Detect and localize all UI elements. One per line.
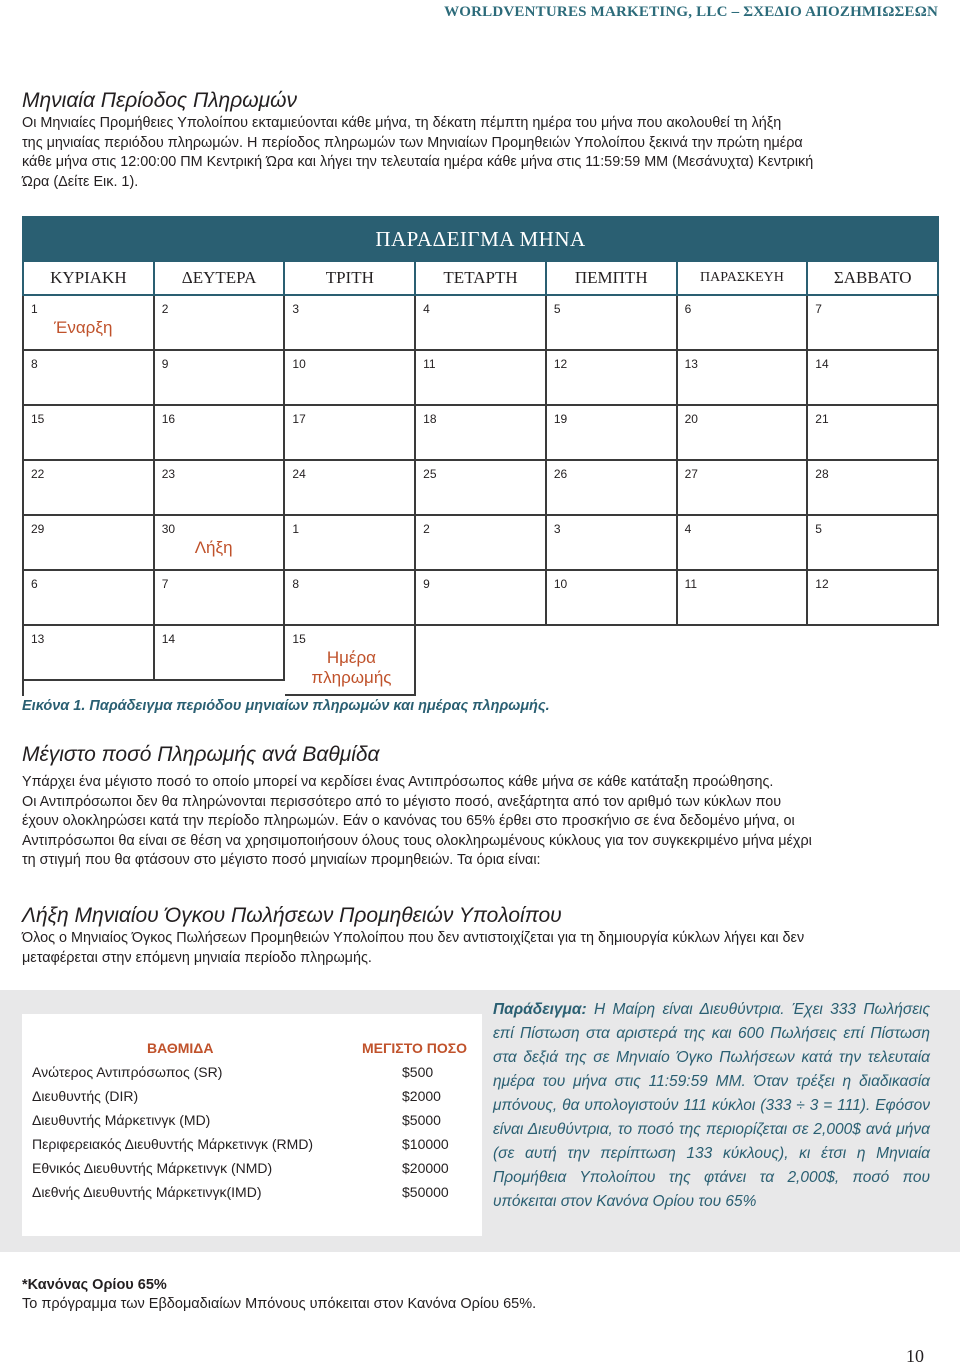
day-number: 9 bbox=[423, 577, 430, 591]
calendar-cell bbox=[285, 516, 416, 571]
day-number: 7 bbox=[815, 302, 822, 316]
calendar-cell bbox=[547, 351, 678, 406]
day-number: 12 bbox=[815, 577, 829, 591]
calendar-cell bbox=[678, 461, 809, 516]
calendar-cell bbox=[416, 571, 547, 626]
day-number: 23 bbox=[161, 467, 176, 481]
start-label: Έναρξη bbox=[54, 318, 113, 337]
weekday-monday: ΔΕΥΤΕΡΑ bbox=[155, 262, 286, 294]
day-number: 24 bbox=[292, 467, 306, 481]
tier-value: $500 bbox=[402, 1064, 434, 1080]
day-number: 6 bbox=[31, 577, 38, 591]
pay-day-label bbox=[311, 648, 391, 688]
tier-name: Εθνικός Διευθυντής Μάρκετινγκ (NMD) bbox=[32, 1160, 273, 1176]
calendar-cell bbox=[416, 461, 547, 516]
section-body-volume-expiry bbox=[22, 929, 940, 968]
calendar-cell bbox=[155, 406, 286, 461]
calendar-blank bbox=[416, 626, 547, 681]
section-title-volume-expiry: Λήξη Μηνιαίου Όγκου Πωλήσεων Προμηθειών Υπολοίπου bbox=[22, 904, 562, 927]
section-title-max-payout: Μέγιστο ποσό Πληρωμής ανά Βαθμίδα bbox=[22, 743, 380, 766]
calendar-cell bbox=[155, 516, 286, 571]
day-number: 12 bbox=[553, 357, 568, 371]
text-line: Ώρα (Δείτε Εικ. 1). bbox=[22, 173, 139, 190]
calendar-cell bbox=[808, 516, 939, 571]
day-number: 18 bbox=[423, 412, 437, 426]
day-number: 1 bbox=[31, 302, 38, 316]
day-number: 13 bbox=[31, 632, 45, 646]
day-number: 15 bbox=[292, 632, 306, 646]
day-number: 7 bbox=[161, 577, 169, 591]
tier-name: Περιφερειακός Διευθυντής Μάρκετινγκ (RMD) bbox=[32, 1136, 314, 1152]
calendar-cell bbox=[285, 626, 416, 696]
calendar-cell bbox=[678, 516, 809, 571]
calendar-cell bbox=[678, 406, 809, 461]
weekday-thursday: ΠΕΜΠΤΗ bbox=[547, 262, 678, 294]
day-number: 4 bbox=[684, 522, 692, 536]
calendar-cell bbox=[416, 516, 547, 571]
text-line: κάθε μήνα στις 12:00:00 ΠΜ Κεντρική Ώρα και λήγει την τελευταία ημέρα κάθε μήνα στις 11:59:59 ΜΜ (Μεσάνυχτα) Κεντρική bbox=[22, 154, 814, 171]
text-line: Οι Αντιπρόσωποι δεν θα πληρώνονται περισσότερο από το μέγιστο ποσό, ανεξάρτητα από τον αριθμό των κύκλων που bbox=[22, 793, 782, 810]
calendar-cell bbox=[285, 571, 416, 626]
day-number: 25 bbox=[423, 467, 437, 481]
tier-row bbox=[32, 1112, 472, 1136]
calendar-cell bbox=[285, 351, 416, 406]
day-number: 14 bbox=[815, 357, 829, 371]
calendar-cell bbox=[416, 296, 547, 351]
calendar-cell bbox=[155, 626, 286, 681]
tier-limits-table bbox=[22, 1014, 482, 1236]
day-number: 3 bbox=[553, 522, 561, 536]
day-number: 3 bbox=[292, 302, 300, 316]
calendar-cell bbox=[808, 406, 939, 461]
pay-day-label-line: πληρωμής bbox=[311, 668, 392, 687]
tier-value: $50000 bbox=[402, 1184, 449, 1200]
footnote-text: Το πρόγραμμα των Εβδομαδιαίων Μπόνους υπόκειται στον Κανόνα Ορίου 65%. bbox=[22, 1296, 537, 1312]
calendar-cell bbox=[155, 571, 286, 626]
calendar-cell bbox=[24, 461, 155, 516]
day-number: 22 bbox=[31, 467, 45, 481]
end-label: Λήξη bbox=[194, 538, 233, 557]
calendar-cell bbox=[547, 461, 678, 516]
weekday-saturday: ΣΑΒΒΑΤΟ bbox=[833, 268, 912, 287]
day-number: 27 bbox=[684, 467, 698, 481]
day-number: 8 bbox=[292, 577, 300, 591]
day-number: 6 bbox=[684, 302, 692, 316]
figure-caption: Εικόνα 1. Παράδειγμα περιόδου μηνιαίων πληρωμών και ημέρας πληρωμής. bbox=[22, 698, 550, 714]
header-title: WORLDVENTURES MARKETING, LLC – ΣΧΕΔΙΟ ΑΠΟΖΗΜΙΩΣΕΩΝ bbox=[444, 4, 938, 20]
tier-name: Ανώτερος Αντιπρόσωπος (SR) bbox=[32, 1064, 223, 1080]
calendar-cell bbox=[547, 296, 678, 351]
day-number: 1 bbox=[292, 522, 300, 536]
calendar-cell bbox=[155, 351, 286, 406]
day-number: 11 bbox=[684, 577, 698, 591]
calendar-cell bbox=[416, 351, 547, 406]
weekday-friday: ΠΑΡΑΣΚΕΥΗ bbox=[678, 262, 809, 294]
calendar-cell bbox=[808, 296, 939, 351]
calendar-cell bbox=[24, 296, 155, 351]
tier-name: Διεθνής Διευθυντής Μάρκετινγκ(IMD) bbox=[32, 1184, 262, 1200]
weekday-wednesday: ΤΕΤΑΡΤΗ bbox=[416, 262, 547, 294]
calendar-cell bbox=[24, 571, 155, 626]
tier-name: Διευθυντής (DIR) bbox=[32, 1088, 139, 1104]
calendar-blank bbox=[808, 626, 939, 681]
calendar-cell bbox=[547, 571, 678, 626]
day-number: 29 bbox=[31, 522, 45, 536]
tier-row bbox=[32, 1160, 472, 1184]
day-number: 9 bbox=[161, 357, 169, 371]
calendar-cell bbox=[547, 516, 678, 571]
example-text bbox=[493, 998, 930, 1214]
day-number: 20 bbox=[684, 412, 698, 426]
weekday-sunday: ΚΥΡΙΑΚΗ bbox=[24, 262, 155, 294]
day-number: 5 bbox=[815, 522, 822, 536]
calendar-cell bbox=[24, 626, 155, 681]
day-number: 4 bbox=[423, 302, 430, 316]
tier-row bbox=[32, 1064, 472, 1088]
example-label: Παράδειγμα: bbox=[493, 1001, 587, 1018]
tier-value: $2000 bbox=[402, 1088, 441, 1104]
day-number: 2 bbox=[423, 522, 430, 536]
tier-value: $20000 bbox=[402, 1160, 449, 1176]
calendar-cell bbox=[678, 351, 809, 406]
calendar-cell bbox=[285, 296, 416, 351]
day-number: 28 bbox=[815, 467, 829, 481]
day-number: 30 bbox=[161, 522, 176, 536]
day-number: 5 bbox=[553, 302, 561, 316]
tier-value: $5000 bbox=[402, 1112, 441, 1128]
day-number: 21 bbox=[815, 412, 829, 426]
calendar-cell bbox=[285, 406, 416, 461]
weekday-tuesday: ΤΡΙΤΗ bbox=[285, 262, 416, 294]
text-line: της μηνιαίας περιόδου πληρωμών. Η περίοδος πληρωμών των Μηνιαίων Προμηθειών Υπολοίπου ξεκινά την πρώτη ημέρα bbox=[22, 134, 803, 151]
calendar-cell bbox=[24, 516, 155, 571]
tier-row bbox=[32, 1184, 472, 1208]
calendar-cell bbox=[155, 296, 286, 351]
day-number: 10 bbox=[553, 577, 568, 591]
day-number: 8 bbox=[31, 357, 38, 371]
calendar-cell bbox=[285, 461, 416, 516]
calendar-cell bbox=[24, 406, 155, 461]
text-line: Υπάρχει ένα μέγιστο ποσό το οποίο μπορεί να κερδίσει ένας Αντιπρόσωπος κάθε μήνα σε κάθε κατάταξη προώθησης. bbox=[22, 774, 774, 790]
day-number: 13 bbox=[684, 357, 698, 371]
calendar-cell bbox=[808, 571, 939, 626]
calendar-cell bbox=[678, 571, 809, 626]
tier-row bbox=[32, 1136, 472, 1160]
calendar-cell bbox=[416, 406, 547, 461]
day-number: 10 bbox=[292, 357, 306, 371]
day-number: 16 bbox=[161, 412, 176, 426]
tier-header-rank: ΒΑΘΜΙΔΑ bbox=[147, 1040, 214, 1056]
calendar-weekdays bbox=[22, 262, 939, 296]
calendar-cell bbox=[155, 461, 286, 516]
section-title-monthly-period: Μηνιαία Περίοδος Πληρωμών bbox=[22, 89, 297, 112]
calendar-cell bbox=[24, 351, 155, 406]
footnote-title: *Κανόνας Ορίου 65% bbox=[22, 1277, 167, 1293]
text-line: μεταφέρεται στην επόμενη μηνιαία περίοδο πληρωμής. bbox=[22, 949, 372, 966]
page-header bbox=[0, 0, 960, 26]
calendar-cell bbox=[808, 351, 939, 406]
calendar-blank bbox=[547, 626, 678, 681]
calendar-grid bbox=[22, 296, 939, 696]
text-line: τη στιγμή που θα φτάσουν στο μέγιστο ποσό μηνιαίων προμηθειών. Τα όρια είναι: bbox=[22, 852, 541, 869]
day-number: 11 bbox=[423, 357, 436, 371]
tier-row bbox=[32, 1088, 472, 1112]
tier-name: Διευθυντής Μάρκετινγκ (MD) bbox=[32, 1112, 211, 1128]
calendar-blank bbox=[678, 626, 809, 681]
text-line: Όλος ο Μηνιαίος Όγκος Πωλήσεων Προμηθειών Υπολοίπου που δεν αντιστοιχίζεται για τη δημιουργία κύκλων λήγει και δεν bbox=[22, 930, 805, 946]
section-body-max-payout bbox=[22, 773, 940, 871]
calendar-cell bbox=[808, 461, 939, 516]
text-line: Αντιπρόσωποι θα είναι σε θέση να χρησιμοποιήσουν όλους τους ολοκληρωμένους κύκλους για τον συγκεκριμένο μήνα μέχρι bbox=[22, 832, 812, 849]
text-line: έχουν ολοκληρώσει κατά την περίοδο πληρωμών. Εάν ο κανόνας του 65% έρθει στο προσκήνιο σε ένα δεδομένο μήνα, οι bbox=[22, 813, 795, 830]
day-number: 14 bbox=[161, 632, 176, 646]
page-number: 10 bbox=[906, 1346, 924, 1366]
text-line: Οι Μηνιαίες Προμήθειες Υπολοίπου εκταμιεύονται κάθε μήνα, τη δέκατη πέμπτη ημέρα του μήνα που ακολουθεί τη λήξη bbox=[22, 115, 782, 131]
calendar-example bbox=[22, 216, 939, 696]
day-number: 19 bbox=[553, 412, 568, 426]
calendar-cell bbox=[678, 296, 809, 351]
day-number: 26 bbox=[553, 467, 568, 481]
day-number: 2 bbox=[161, 302, 169, 316]
day-number: 15 bbox=[31, 412, 45, 426]
section-body-monthly-period bbox=[22, 114, 940, 192]
tier-value: $10000 bbox=[402, 1136, 449, 1152]
calendar-title: ΠΑΡΑΔΕΙΓΜΑ ΜΗΝΑ bbox=[22, 216, 939, 262]
tier-header-max: ΜΕΓΙΣΤΟ ΠΟΣΟ bbox=[362, 1040, 468, 1056]
example-body: Η Μαίρη είναι Διευθύντρια. Έχει 333 Πωλήσεις επί Πίστωση στα αριστερά της και 600 Πωλήσεις επί Πίστωση στα δεξιά της σε Μηνιαίο Όγκο Πωλήσεων κατά την τελευταία ημέρα του μήνα στις 11:59:59 ΜΜ. Όταν τρέξει η διαδικασία μπόνους, θα υπολογιστούν 111 κύκλοι (333 ÷ 3 = 111). Εφόσον είναι Διευθύντρια, το ποσό της περιορίζεται σε 2,000$ ανά μήνα (σε αυτή την περίπτωση 133 κύκλους), κι έτσι η Μηνιαία Προμήθεια Υπολοίπου της φτάνει τα 2,000$, ποσό που υπόκειται στον Κανόνα Ορίου του 65% bbox=[493, 1001, 930, 1210]
pay-day-label-line: Ημέρα bbox=[326, 648, 376, 667]
calendar-cell bbox=[547, 406, 678, 461]
day-number: 17 bbox=[292, 412, 306, 426]
